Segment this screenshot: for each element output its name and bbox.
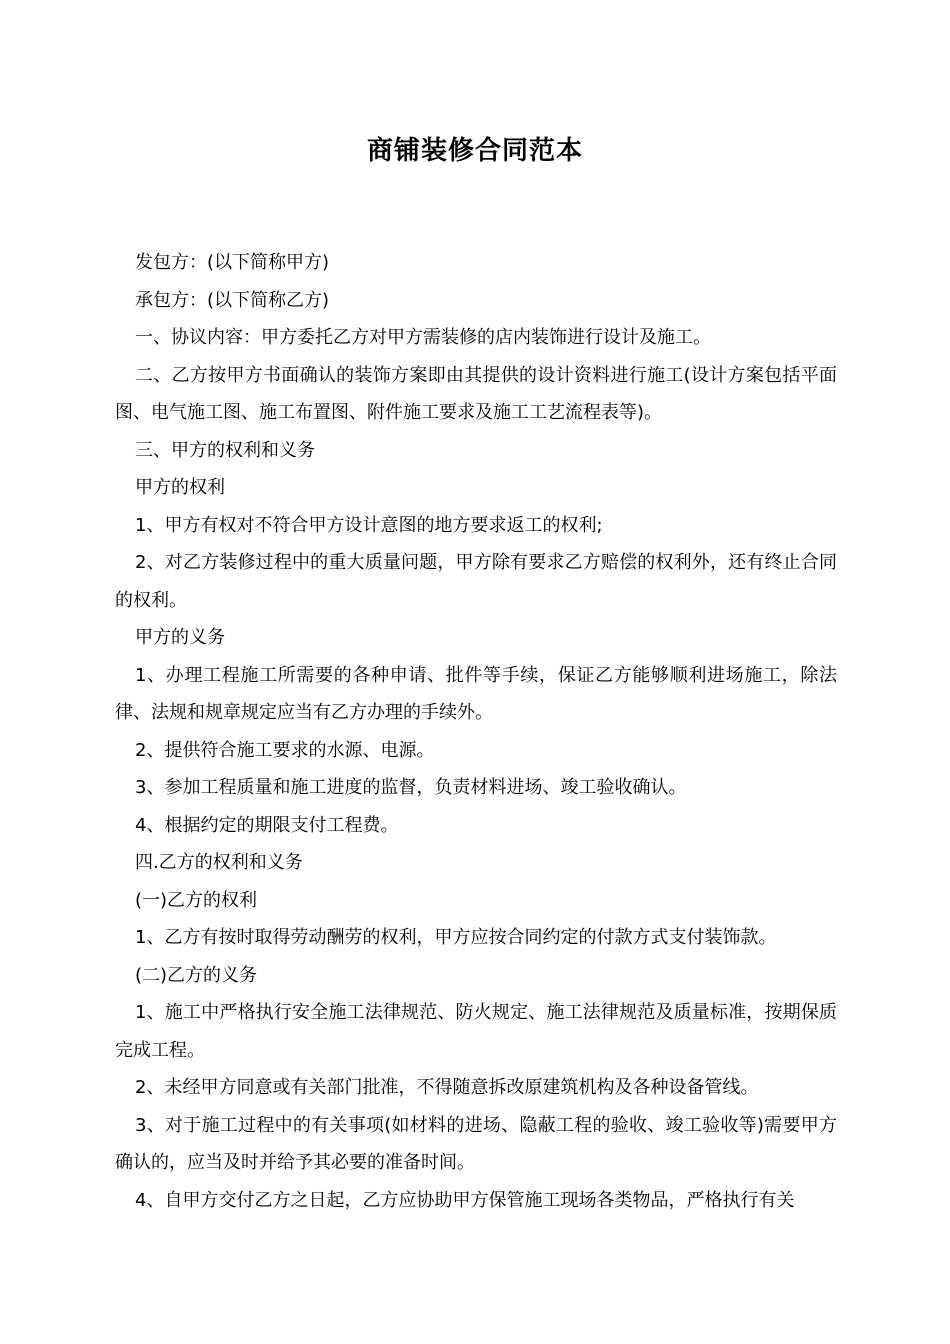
list-item: 1、办理工程施工所需要的各种申请、批件等手续，保证乙方能够顺利进场施工，除法律、法规和规章规定应当有乙方办理的手续外。: [115, 664, 837, 723]
document-body: [115, 244, 837, 1219]
list-item: 4、自甲方交付乙方之日起，乙方应协助甲方保管施工现场各类物品，严格执行有关: [135, 1189, 795, 1211]
list-item: 4、根据约定的期限支付工程费。: [135, 814, 399, 836]
list-item: 2、提供符合施工要求的水源、电源。: [135, 739, 435, 761]
list-item: 2、未经甲方同意或有关部门批准，不得随意拆改原建筑机构及各种设备管线。: [135, 1077, 759, 1098]
subheading-party-b-rights: (一)乙方的权利: [135, 889, 258, 911]
list-item: 1、乙方有按时取得劳动酬劳的权利，甲方应按合同约定的付款方式支付装饰款。: [135, 927, 777, 948]
list-item: 1、施工中严格执行安全施工法律规范、防火规定、施工法律规范及质量标准，按期保质完成工程。: [115, 1002, 837, 1061]
subheading-party-a-obligations: 甲方的义务: [135, 627, 225, 648]
subheading-party-b-obligations: (二)乙方的义务: [135, 964, 258, 986]
section-heading-party-a: 三、甲方的权利和义务: [135, 439, 315, 461]
list-item: 3、对于施工过程中的有关事项(如材料的进场、隐蔽工程的验收、竣工验收等)需要甲方确认的，应当及时并给予其必要的准备时间。: [115, 1114, 837, 1173]
paragraph-contractor-party: 发包方：(以下简称甲方): [135, 252, 330, 273]
paragraph-builder-party: 承包方：(以下简称乙方): [135, 289, 330, 311]
section-heading-party-b: 四.乙方的权利和义务: [135, 852, 303, 873]
document-title: 商铺装修合同范本: [366, 136, 583, 166]
list-item: 2、对乙方装修过程中的重大质量问题，甲方除有要求乙方赔偿的权利外，还有终止合同的权利。: [115, 552, 837, 611]
subheading-party-a-rights: 甲方的权利: [135, 477, 225, 498]
list-item: 3、参加工程质量和施工进度的监督，负责材料进场、竣工验收确认。: [135, 777, 687, 798]
paragraph-design-basis: 二、乙方按甲方书面确认的装饰方案即由其提供的设计资料进行施工(设计方案包括平面图、电气施工图、施工布置图、附件施工要求及施工工艺流程表等)。: [115, 364, 837, 423]
list-item: 1、甲方有权对不符合甲方设计意图的地方要求返工的权利;: [135, 514, 603, 536]
paragraph-agreement-content: 一、协议内容：甲方委托乙方对甲方需装修的店内装饰进行设计及施工。: [135, 327, 711, 348]
